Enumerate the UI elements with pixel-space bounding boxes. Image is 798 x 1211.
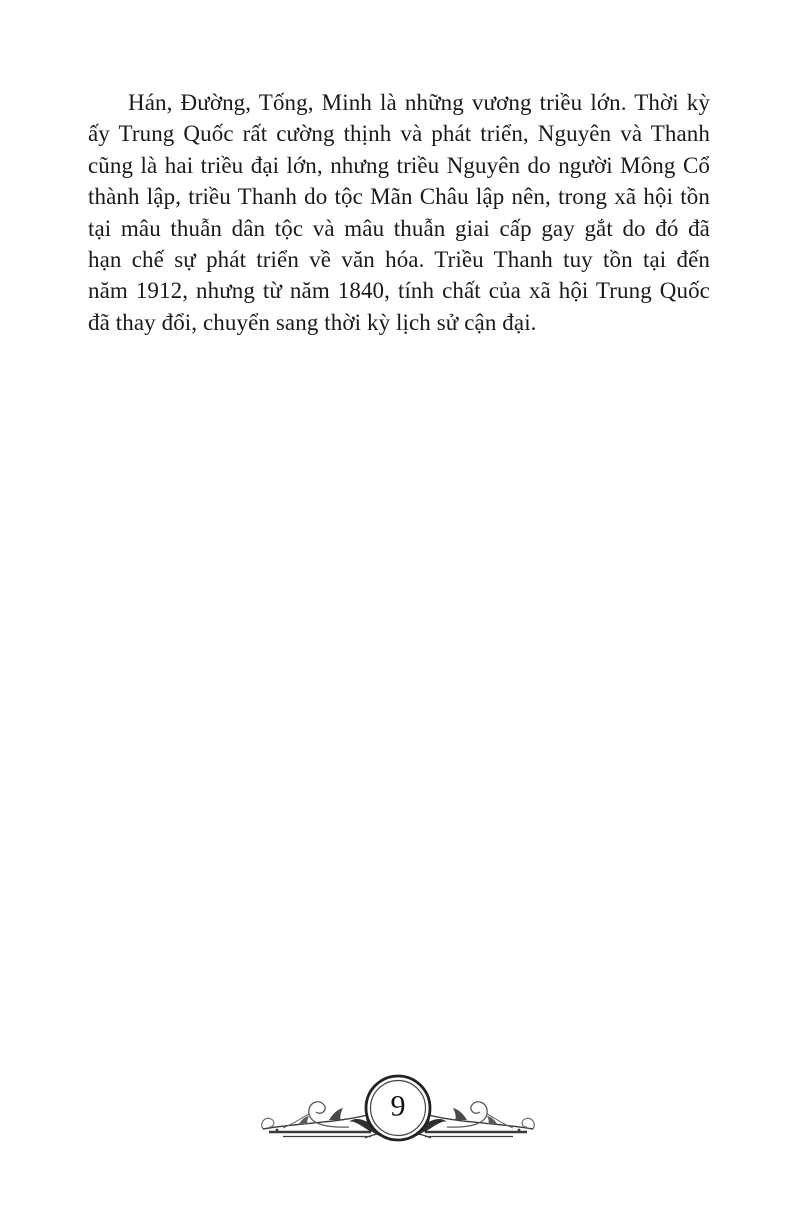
body-paragraph — [88, 87, 710, 338]
paragraph-line: năm 1912, nhưng từ năm 1840, tính chất của xã hội Trung Quốc — [88, 278, 710, 304]
paragraph-line: Hán, Đường, Tống, Minh là những vương triều lớn. Thời kỳ — [128, 90, 710, 115]
paragraph-line: cũng là hai triều đại lớn, nhưng triều Nguyên do người Mông Cổ — [88, 152, 710, 178]
paragraph-line: thành lập, triều Thanh do tộc Mãn Châu lập nên, trong xã hội tồn — [88, 184, 710, 210]
page-number: 9 — [390, 1089, 406, 1123]
paragraph-line: ấy Trung Quốc rất cường thịnh và phát triển, Nguyên và Thanh — [88, 121, 710, 147]
paragraph-line: hạn chế sự phát triển về văn hóa. Triều Thanh tuy tồn tại đến — [88, 246, 710, 272]
paragraph-line: tại mâu thuẫn dân tộc và mâu thuẫn giai cấp gay gắt do đó đã — [88, 215, 710, 241]
paragraph-line: đã thay đổi, chuyển sang thời kỳ lịch sử cận đại. — [88, 309, 537, 335]
